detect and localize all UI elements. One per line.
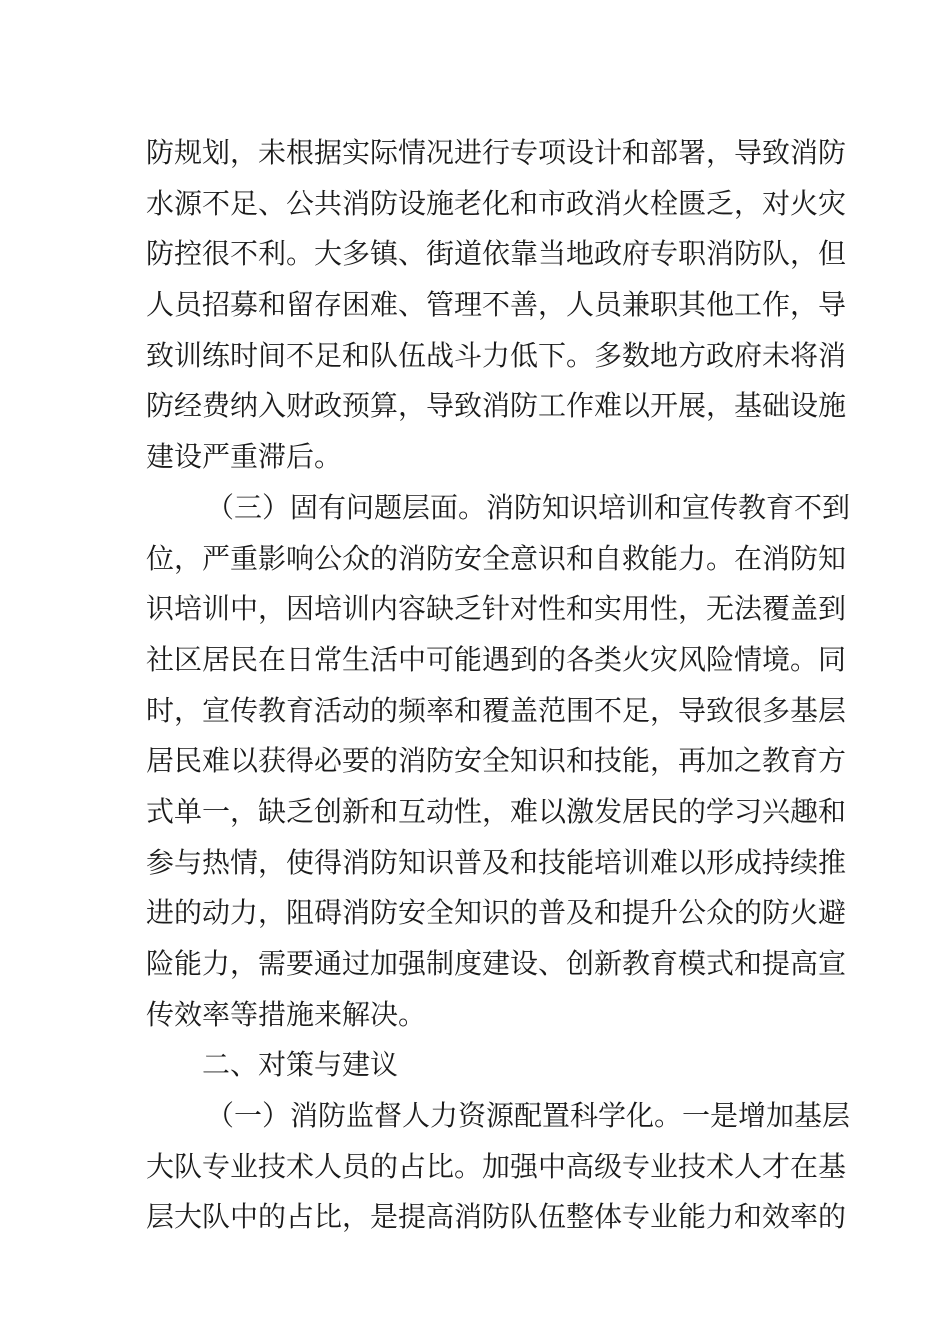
- text-line-17: 险能力，需要通过加强制度建设、创新教育模式和提高宣: [146, 947, 847, 980]
- section-two-heading: 二、对策与建议: [202, 1048, 399, 1082]
- subsection-one-heading-line: （一）消防监督人力资源配置科学化。一是增加基层: [206, 1099, 851, 1133]
- text-line-15: 参与热情，使得消防知识普及和技能培训难以形成持续推: [146, 845, 847, 879]
- text-line-1: 防规划，未根据实际情况进行专项设计和部署，导致消防: [146, 136, 847, 169]
- body-text: [146, 128, 851, 1243]
- text-line-4: 人员招募和留存困难、管理不善，人员兼职其他工作，导: [146, 288, 847, 322]
- text-line-6: 防经费纳入财政预算，导致消防工作难以开展，基础设施: [146, 389, 847, 423]
- text-line-12: 时，宣传教育活动的频率和覆盖范围不足，导致很多基层: [146, 693, 847, 727]
- text-line-16: 进的动力，阻碍消防安全知识的普及和提升公众的防火避: [146, 896, 847, 930]
- text-line-11: 社区居民在日常生活中可能遇到的各类火灾风险情境。同: [146, 642, 847, 676]
- text-line-13: 居民难以获得必要的消防安全知识和技能，再加之教育方: [146, 744, 847, 778]
- text-line-7: 建设严重滞后。: [146, 440, 343, 474]
- text-line-3: 防控很不利。大多镇、街道依靠当地政府专职消防队，但: [146, 237, 847, 271]
- text-line-18: 传效率等措施来解决。: [146, 997, 427, 1031]
- text-line-22: 层大队中的占比，是提高消防队伍整体专业能力和效率的: [146, 1200, 847, 1234]
- text-line-9: 位，严重影响公众的消防安全意识和自救能力。在消防知: [146, 541, 847, 575]
- text-line-5: 致训练时间不足和队伍战斗力低下。多数地方政府未将消: [146, 338, 847, 372]
- text-line-10: 识培训中，因培训内容缺乏针对性和实用性，无法覆盖到: [146, 592, 847, 626]
- section-three-heading-line: （三）固有问题层面。消防知识培训和宣传教育不到: [206, 490, 851, 524]
- text-line-21: 大队专业技术人员的占比。加强中高级专业技术人才在基: [146, 1149, 847, 1183]
- text-line-2: 水源不足、公共消防设施老化和市政消火栓匮乏，对火灾: [146, 186, 847, 220]
- text-line-14: 式单一，缺乏创新和互动性，难以激发居民的学习兴趣和: [146, 794, 847, 828]
